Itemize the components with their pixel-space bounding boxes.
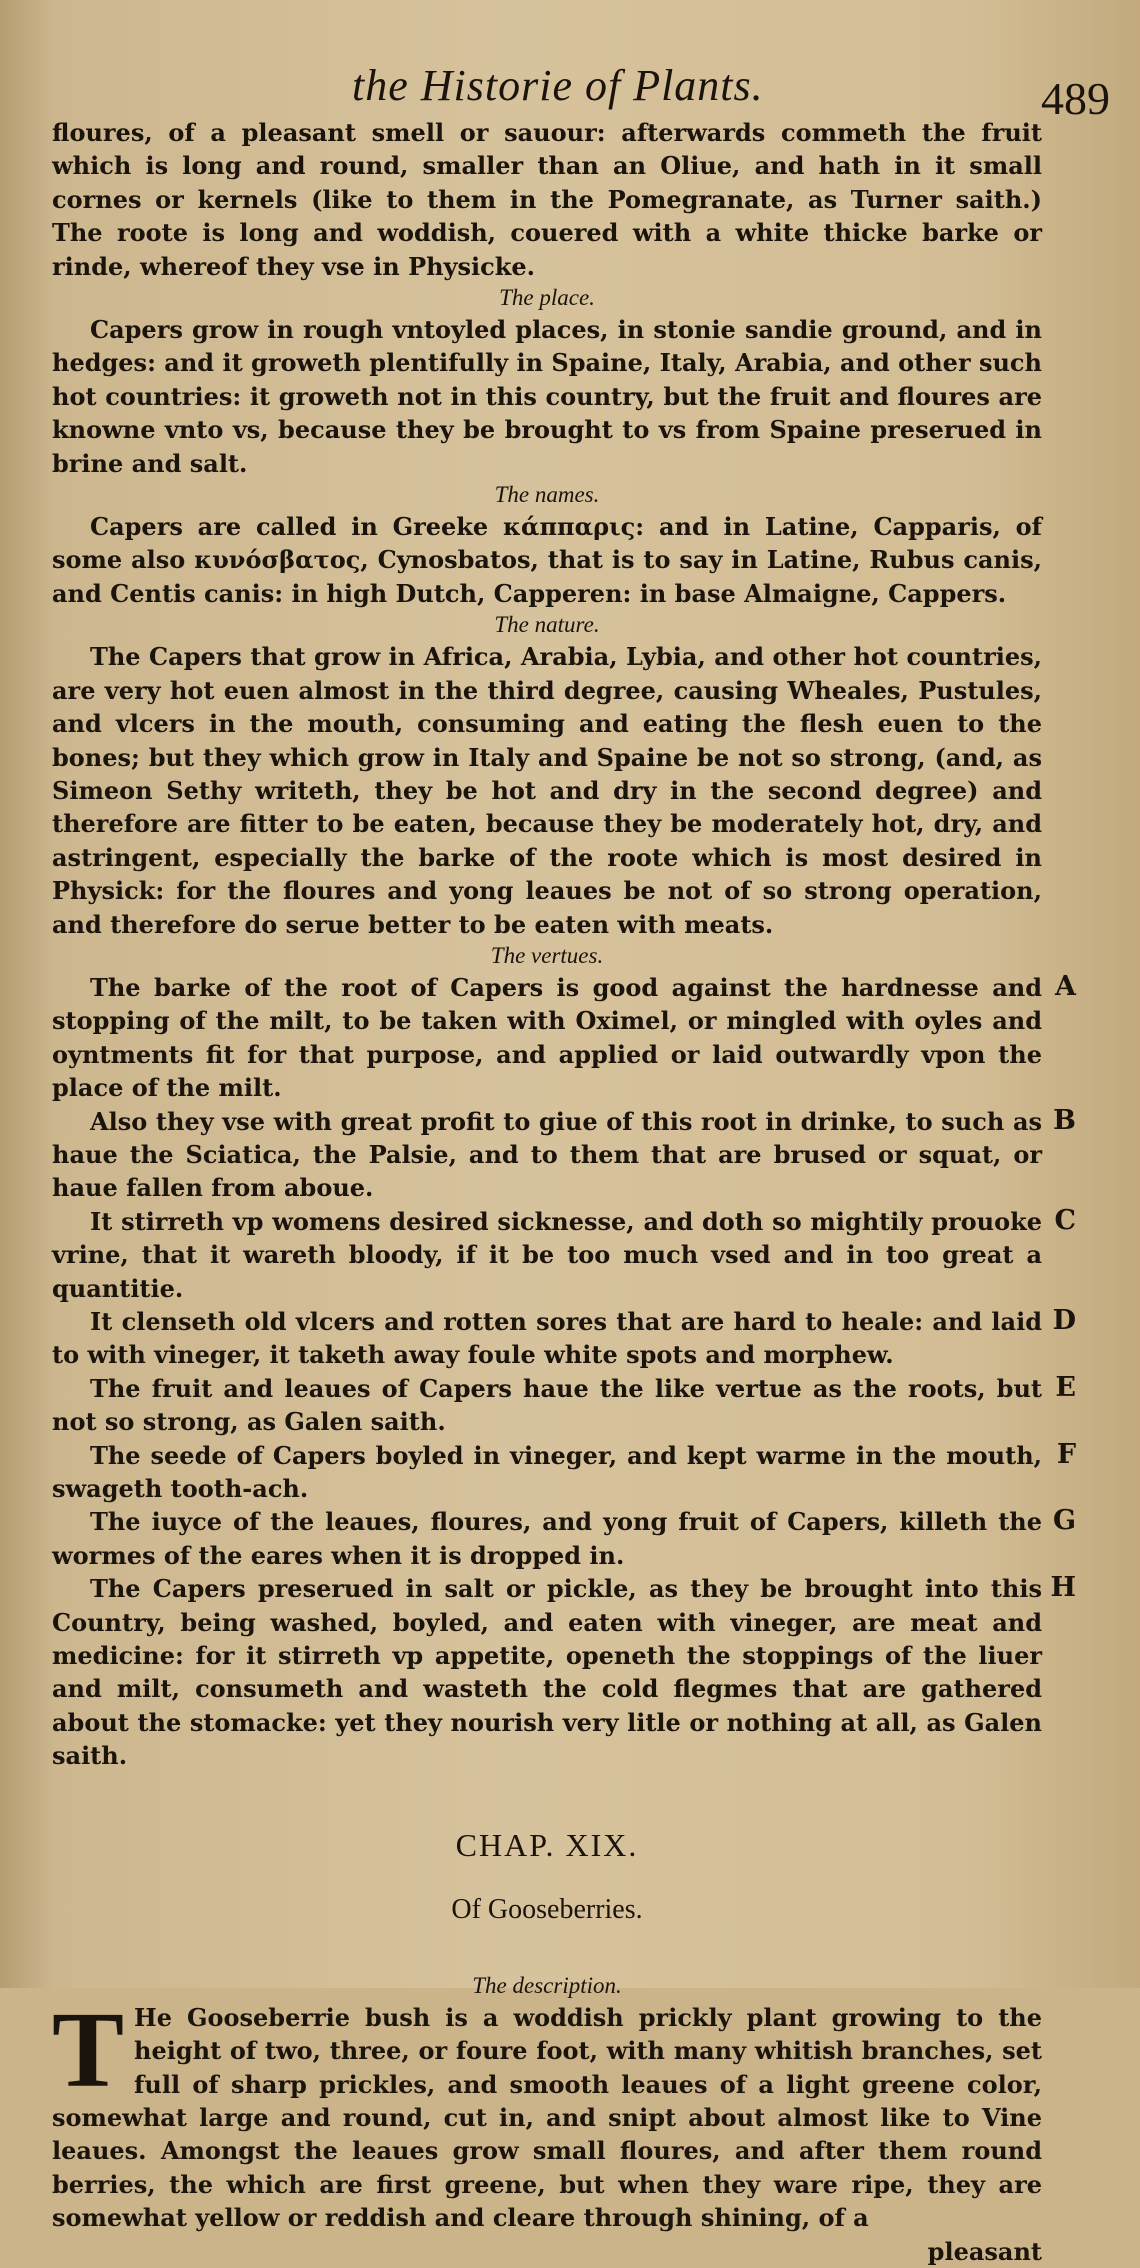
vertue-item [52,1438,1076,1506]
vertue-text: It clenseth old vlcers and rotten sores that are hard to heale: and laid to with vineger, it taketh away foule white spots and morphew. [52,1307,1042,1370]
margin-letter: E [1055,1371,1076,1403]
margin-letter: F [1056,1438,1076,1470]
vertue-item [52,1371,1076,1439]
running-head: the Historie of Plants. [352,61,764,110]
page-header [52,56,1110,124]
chapter-number: CHAP. XIX. [455,1826,639,1863]
description-body: He Gooseberrie bush is a woddish prickly plant growing to the height of two, three, or foure foot, with many whitish branches, set full of sharp prickles, and smooth leaues of a light greene color, somewhat large and round, cut in, and snipt about almost like to Vine leaues. Amongst the leaues grow small floures, and after them round berries, the which are first greene, but when they ware ripe, they are somewhat yellow or reddish and cleare through shining, of a [52,2002,1042,2233]
vertue-item [52,1505,1076,1572]
vertue-text: The barke of the root of Capers is good against the hardnesse and stopping of the milt, to be taken with Oximel, or mingled with oyles and oyntments fit for that purpose, and applied or laid outwardly vpon the place of the milt. [52,972,1042,1103]
margin-letter: G [1052,1505,1076,1537]
vertue-text: The Capers preserued in salt or pickle, as they be brought into this Country, being washed, boyled, and eaten with vineger, are meat and medicine: for it stirreth vp appetite, openeth the stoppings of the liuer and milt, consumeth and wasteth the cold flegmes that are gathered about the stomacke: yet they nourish very litle or nothing at all, as Galen saith. [52,1574,1042,1771]
margin-letter: H [1050,1572,1076,1604]
vertue-text: The iuyce of the leaues, floures, and yong fruit of Capers, killeth the wormes of the eares when it is dropped in. [52,1507,1042,1570]
vertue-text: It stirreth vp womens desired sicknesse, and doth so mightily prouoke vrine, that it wareth bloody, if it be too much vsed and in too great a quantitie. [52,1206,1042,1303]
margin-letter: A [1055,970,1076,1002]
vertue-item [52,1305,1076,1372]
section-heading-vertues: The vertues. [490,942,604,968]
section-heading-names: The names. [494,482,600,508]
catchword: pleasant [927,2236,1042,2266]
section-heading-nature: The nature. [494,612,600,638]
drop-cap: T [52,1990,125,2110]
place-text: Capers grow in rough vntoyled places, in stonie sandie ground, and in hedges: and it groweth plentifully in Spaine, Italy, Arabia, and other such hot countries: it groweth not in this country, but the fruit and floures are knowne vnto vs, because they be brought to vs from Spaine preserued in brine and salt. [52,315,1042,478]
chapter-title: Of Gooseberries. [451,1893,643,1925]
margin-letter: D [1052,1305,1076,1336]
page-content [52,116,1076,2268]
vertue-text: Also they vse with great profit to giue of this root in drinke, to such as haue the Sciatica, the Palsie, and to them that are brused or squat, or haue fallen from aboue. [52,1106,1042,1203]
vertue-text: The seede of Capers boyled in vineger, and kept warme in the mouth, swageth tooth-ach. [52,1440,1042,1504]
vertue-item [52,1104,1076,1205]
nature-text: The Capers that grow in Africa, Arabia, Lybia, and other hot countries, are very hot euen almost in the third degree, causing Wheales, Pustules, and vlcers in the mouth, consuming and eating the flesh euen to the bones; but they which grow in Italy and Spaine be not so strong, (and, as Simeon Sethy writeth, they be hot and dry in the second degree) and therefore are fitter to be eaten, because they be moderately hot, dry, and astringent, especially the barke of the roote which is most desired in Physick: for the floures and yong leaues be not of so strong operation, and therefore do serue better to be eaten with meats. [52,642,1042,939]
section-heading-description: The description. [472,1972,622,1998]
vertue-text: The fruit and leaues of Capers haue the like vertue as the roots, but not so strong, as Galen saith. [52,1373,1042,1437]
vertue-item [52,1572,1076,1772]
description-continuation: floures, of a pleasant smell or sauour: afterwards commeth the fruit which is long and round, smaller than an Oliue, and hath in it small cornes or kernels (like to them in the Pomegranate, as Turner saith.) The roote is long and woddish, couered with a white thicke barke or rinde, whereof they vse in Physicke. [52,118,1042,281]
vertue-item [52,970,1076,1105]
section-heading-place: The place. [499,285,595,311]
margin-letter: B [1053,1104,1076,1136]
page-number: 489 [1041,73,1110,124]
names-text: Capers are called in Greeke κάππαρις: and in Latine, Capparis, of some also κυνόσβατος, Cynosbatos, that is to say in Latine, Rubus canis, and Centis canis: in high Dutch, Capperen: in base Almaigne, Cappers. [52,512,1042,608]
description-text [52,1990,1042,2235]
vertue-item [52,1204,1076,1305]
margin-letter: C [1054,1204,1076,1236]
